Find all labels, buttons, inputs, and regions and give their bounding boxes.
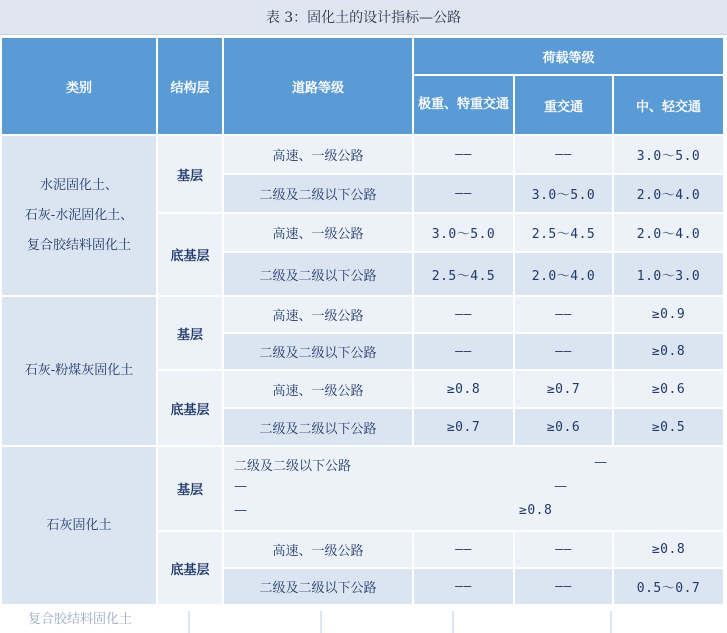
value-cell: ≥0.8 — [614, 334, 723, 369]
divider — [188, 611, 190, 633]
road-grade-cell: 二级及二级以下公路 — [224, 175, 412, 212]
value-cell: 0.5～0.7 — [614, 569, 723, 604]
value-cell: —— — [414, 136, 513, 173]
value-cell: ≥0.8 — [414, 371, 513, 407]
road-grade-cell: 二级及二级以下公路 — [224, 569, 412, 604]
lime-base-dash: — — [234, 503, 247, 518]
value-cell: —— — [515, 136, 612, 173]
layer-subbase: 底基层 — [158, 214, 222, 295]
value-cell: —— — [515, 297, 612, 332]
lime-base-road: 二级及二级以下公路 — [234, 459, 352, 474]
value-cell: 2.0～4.0 — [614, 175, 723, 212]
road-grade-cell: 高速、一级公路 — [224, 297, 412, 332]
header-layer: 结构层 — [158, 38, 222, 134]
value-cell: ≥0.6 — [614, 371, 723, 407]
value-cell: ≥0.6 — [515, 409, 612, 445]
value-cell: —— — [515, 532, 612, 567]
footer-cut-row — [0, 611, 727, 633]
value-cell: —— — [414, 569, 513, 604]
category-cement — [2, 136, 156, 295]
value-cell: ≥0.8 — [614, 532, 723, 567]
value-cell: —— — [414, 532, 513, 567]
road-grade-cell: 高速、一级公路 — [224, 214, 412, 251]
value-cell: 2.0～4.0 — [515, 253, 612, 295]
layer-base: 基层 — [158, 297, 222, 369]
table-title: 表 3：固化土的设计指标—公路 — [0, 0, 727, 35]
layer-base: 基层 — [158, 447, 222, 530]
header-road-grade: 道路等级 — [224, 38, 412, 134]
footer-fragment: 复合胶结料固化土 — [28, 612, 133, 627]
layer-subbase: 底基层 — [158, 532, 222, 604]
header-heavy: 极重、特重交通 — [414, 76, 513, 134]
category-line: 水泥固化土、 — [39, 177, 118, 193]
value-cell: ≥0.7 — [515, 371, 612, 407]
category-line: 复合胶结料固化土 — [26, 237, 131, 253]
divider — [452, 611, 454, 633]
value-cell: 3.0～5.0 — [515, 175, 612, 212]
category-line: 石灰-粉煤灰固化土 — [24, 363, 134, 378]
lime-base-block — [224, 447, 723, 530]
value-cell: 3.0～5.0 — [614, 136, 723, 173]
road-grade-cell: 二级及二级以下公路 — [224, 409, 412, 445]
value-cell: 3.0～5.0 — [414, 214, 513, 251]
value-cell: ≥0.5 — [614, 409, 723, 445]
value-cell: 1.0～3.0 — [614, 253, 723, 295]
divider — [610, 611, 612, 633]
category-line: 石灰固化土 — [46, 517, 112, 533]
value-cell: —— — [515, 569, 612, 604]
lime-base-dash: — — [234, 479, 247, 494]
value-cell: —— — [414, 334, 513, 369]
category-lime — [2, 447, 156, 604]
header-category: 类别 — [2, 38, 156, 134]
lime-base-dash: — — [554, 479, 567, 494]
design-index-table — [0, 36, 725, 606]
value-cell: ≥0.9 — [614, 297, 723, 332]
value-cell: ≥0.7 — [414, 409, 513, 445]
header-load-grade: 荷载等级 — [414, 38, 723, 74]
value-cell: 2.5～4.5 — [414, 253, 513, 295]
layer-subbase: 底基层 — [158, 371, 222, 445]
lime-base-dash: — — [594, 455, 607, 470]
road-grade-cell: 高速、一级公路 — [224, 136, 412, 173]
value-cell: 2.5～4.5 — [515, 214, 612, 251]
divider — [320, 611, 322, 633]
road-grade-cell: 高速、一级公路 — [224, 532, 412, 567]
layer-base: 基层 — [158, 136, 222, 212]
road-grade-cell: 二级及二级以下公路 — [224, 334, 412, 369]
road-grade-cell: 高速、一级公路 — [224, 371, 412, 407]
category-line: 石灰-水泥固化土、 — [24, 207, 134, 223]
header-medium-heavy: 重交通 — [515, 76, 612, 134]
value-cell: —— — [414, 297, 513, 332]
value-cell: —— — [414, 175, 513, 212]
category-lime-flyash — [2, 297, 156, 445]
header-light: 中、轻交通 — [614, 76, 723, 134]
value-cell: —— — [515, 334, 612, 369]
lime-base-value: ≥0.8 — [519, 503, 553, 518]
road-grade-cell: 二级及二级以下公路 — [224, 253, 412, 295]
value-cell: 2.0～4.0 — [614, 214, 723, 251]
